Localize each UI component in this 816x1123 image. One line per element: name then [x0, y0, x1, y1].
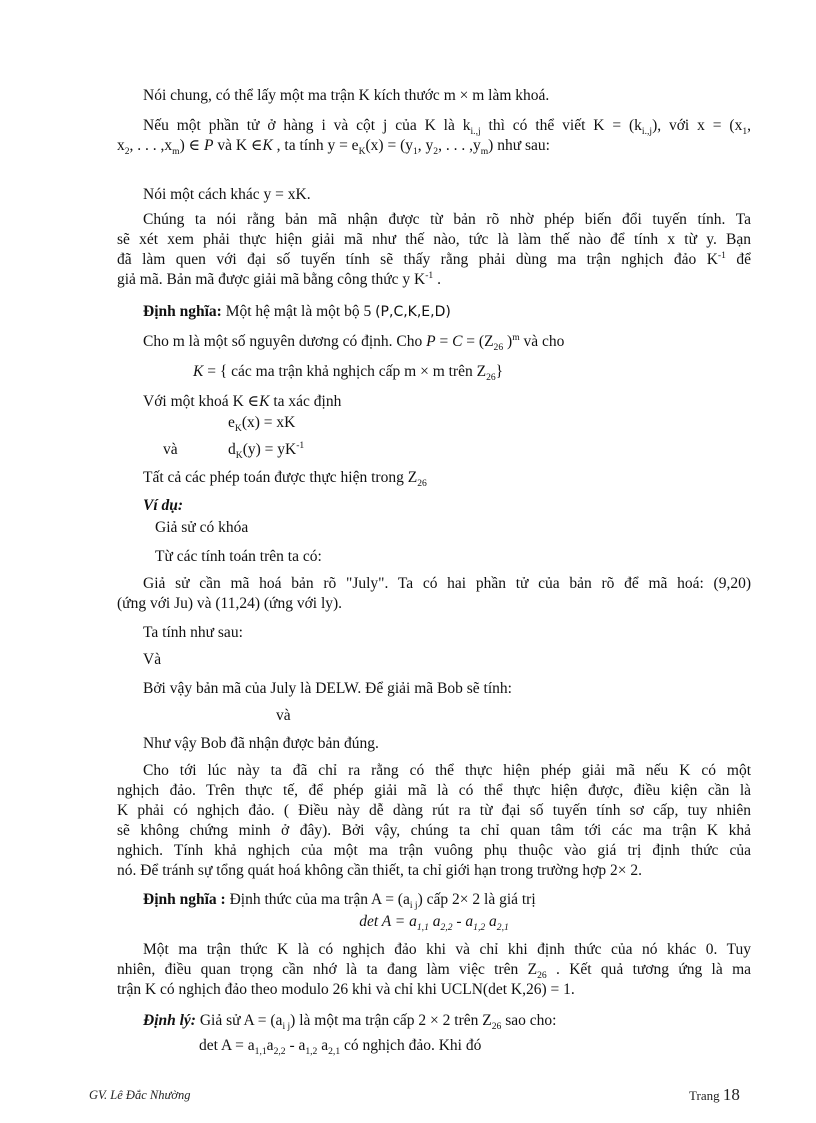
subscript: 2 — [124, 146, 130, 158]
italic-text: K — [262, 137, 273, 154]
subscript: 26 — [486, 372, 496, 384]
subscript: 1 — [742, 126, 748, 138]
subscript: 26 — [491, 1021, 502, 1033]
paragraph-linear-line1: Chúng ta nói rằng bản mã nhận được từ bản rõ nhờ phép biến đổi tuyến tính. Ta — [143, 211, 751, 228]
footer-author: GV. Lê Đắc Nhường — [89, 1088, 191, 1102]
text: det A = a — [199, 1037, 255, 1054]
example-and-line: Và — [143, 651, 162, 668]
tuple-text: (P,C,K,E,D) — [375, 304, 451, 320]
text: nhiên, điều quan trọng cần nhớ là ta đang làm việc trên Z — [117, 961, 538, 978]
subscript: 1,1 — [254, 1046, 267, 1058]
text: ) như sau: — [488, 137, 550, 154]
definition-label: Định nghĩa : — [143, 891, 226, 908]
document-page — [117, 0, 751, 1123]
text: , y — [417, 137, 434, 154]
subscript: K — [235, 450, 243, 462]
subscript: m — [172, 146, 180, 158]
text: ) ∈ — [179, 137, 205, 154]
text: = — [435, 333, 453, 350]
subscript: 2,1 — [328, 1046, 341, 1058]
paragraph-det-line1: Một ma trận thức K là có nghịch đảo khi và chỉ khi định thức của nó khác 0. Tuy — [143, 941, 751, 958]
text: Với một khoá K ∈ — [143, 393, 260, 410]
text: Giả sử A = (a — [195, 1012, 283, 1029]
footer-page-number — [689, 1084, 740, 1105]
subscript: 2 — [433, 146, 439, 158]
paragraph-key-matrix: Nói chung, có thể lấy một ma trận K kích thước m × m làm khoá. — [143, 87, 550, 104]
definition-determinant — [143, 890, 751, 912]
subscript: K — [234, 423, 242, 435]
paragraph-det-line3: trận K có nghịch đảo theo modulo 26 khi và chỉ khi UCLN(det K,26) = 1. — [117, 981, 575, 998]
example-heading: Ví dụ: — [143, 497, 184, 514]
text: Nếu một phần tử ở hàng i và cột j của K là k — [143, 117, 471, 134]
subscript: 2,1 — [496, 922, 509, 934]
text: , — [747, 117, 751, 134]
subscript: i.,j — [470, 126, 481, 138]
superscript: m — [512, 331, 520, 343]
theorem-determinant — [199, 1036, 751, 1058]
text: ) cấp 2× 2 là giá trị — [417, 891, 536, 908]
text: ta xác định — [269, 393, 342, 410]
text: đã làm quen với đại số tuyến tính sẽ thấy rằng phải dùng ma trận nghịch đảo K — [117, 251, 718, 268]
italic-text: P — [204, 137, 214, 154]
paragraph-inverse-line3: K phải có nghịch đảo. ( Điều này dễ dàng rút ra từ đại số tuyến tính sơ cấp, tuy nhiên — [117, 802, 751, 819]
paragraph-inverse-line4: sẽ không chứng minh ở đây). Bởi vậy, chúng ta chỉ quan tâm tới các ma trận K khả — [117, 822, 751, 839]
superscript: -1 — [296, 439, 305, 451]
superscript: -1 — [425, 269, 434, 281]
paragraph-det-line2 — [117, 960, 752, 982]
example-and-line-2: và — [276, 707, 291, 724]
text: Cho m là một số nguyên dương có định. Cho — [143, 333, 427, 350]
paragraph-linear-line4 — [117, 270, 751, 289]
text: a — [485, 913, 497, 930]
text: giả mã. Bản mã được giải mã bằng công thức y K — [117, 271, 426, 288]
text: - a — [285, 1037, 306, 1054]
subscript: 2,2 — [440, 922, 453, 934]
subscript: 26 — [493, 342, 504, 354]
text: x — [117, 137, 125, 154]
subscript: 2,2 — [273, 1046, 286, 1058]
text: a — [317, 1037, 329, 1054]
text: d — [228, 441, 236, 458]
subscript: m — [480, 146, 489, 158]
text: e — [228, 414, 235, 431]
theorem-label: Định lý: — [143, 1012, 196, 1029]
subscript: 26 — [537, 970, 547, 982]
line-all-operations — [143, 468, 751, 490]
text: - a — [452, 913, 474, 930]
line-m-integer — [143, 331, 751, 354]
text: , . . . ,x — [129, 137, 173, 154]
subscript: 1,2 — [305, 1046, 318, 1058]
paragraph-encryption-def-line2 — [117, 136, 751, 158]
italic-text: K — [193, 363, 204, 380]
subscript: 1 — [412, 146, 418, 158]
definition-label: Định nghĩa: — [143, 303, 222, 320]
italic-text: C — [452, 333, 463, 350]
text: sao cho: — [501, 1012, 557, 1029]
superscript: -1 — [717, 249, 726, 261]
paragraph-y-equals-xk: Nói một cách khác y = xK. — [143, 186, 311, 203]
theorem-statement — [143, 1011, 751, 1033]
text: Định thức của ma trận A = (a — [225, 891, 410, 908]
example-key-line: Giả sử có khóa — [155, 519, 249, 536]
text: } — [495, 363, 504, 380]
paragraph-linear-line3 — [117, 250, 751, 269]
page-label: Trang — [689, 1088, 723, 1103]
text: det A = a — [359, 913, 417, 930]
paragraph-inverse-line1: Cho tới lúc này ta đã chỉ ra rằng có thể thực hiện phép giải mã nếu K có một — [143, 762, 751, 779]
subscript: K — [358, 146, 366, 158]
text: a — [428, 913, 441, 930]
subscript: i j — [409, 900, 418, 912]
example-plaintext-line2: (ứng với Ju) và (11,24) (ứng với ly). — [117, 595, 343, 612]
text: . — [433, 271, 441, 288]
text: Tất cả các phép toán được thực hiện trong Z — [143, 469, 418, 486]
paragraph-inverse-line6: nó. Để tránh sự tổng quát hoá không cần thiết, ta chỉ giới hạn trong trường hợp 2× 2. — [117, 862, 642, 879]
subscript: i j — [282, 1021, 291, 1033]
text: a — [266, 1037, 274, 1054]
subscript: 26 — [417, 478, 427, 490]
subscript: 1,2 — [473, 922, 486, 934]
text: để — [725, 251, 751, 268]
italic-text: K — [259, 393, 270, 410]
text: , ta tính y = e — [272, 137, 359, 154]
paragraph-inverse-line2: nghịch đảo. Trên thực tế, để phép giải mã là có thể thực hiện được, điều kiện cần là — [117, 782, 751, 799]
subscript: 1,1 — [416, 922, 429, 934]
text: = { các ma trận khả nghịch cấp m × m trên Z — [203, 363, 487, 380]
text: ) là một ma trận cấp 2 × 2 trên Z — [290, 1012, 492, 1029]
italic-text: P — [426, 333, 436, 350]
text: ), với x = (x — [652, 117, 743, 134]
determinant-formula — [117, 912, 751, 934]
text: (y) = yK — [242, 441, 297, 458]
example-ciphertext-line: Bởi vậy bản mã của July là DELW. Để giải mã Bob sẽ tính: — [143, 680, 512, 697]
text: (x) = (y — [365, 137, 413, 154]
paragraph-encryption-def-line1 — [143, 116, 751, 138]
definition-cryptosystem — [143, 302, 751, 322]
text: = (Z — [462, 333, 494, 350]
example-correct-line: Như vậy Bob đã nhận được bản đúng. — [143, 735, 379, 752]
text: , . . . ,y — [438, 137, 481, 154]
example-plaintext-line1: Giả sử cần mã hoá bản rõ "July". Ta có hai phần tử của bản rõ để mã hoá: (9,20) — [143, 575, 751, 592]
text: và K ∈ — [213, 137, 263, 154]
text: và — [163, 441, 178, 458]
line-key-definition — [143, 392, 751, 411]
text: . Kết quả tương ứng là ma — [546, 961, 752, 978]
text: và cho — [519, 333, 565, 350]
decryption-formula — [228, 439, 305, 462]
set-k-definition — [193, 362, 751, 384]
text: (x) = xK — [241, 414, 296, 431]
subscript: i.,j — [641, 126, 653, 138]
encryption-rule — [228, 413, 751, 435]
paragraph-inverse-line5: nghich. Tính khả nghịch của một ma trận vuông phụ thuộc vào giá trị định thức của — [117, 842, 751, 859]
decryption-rule — [163, 439, 751, 462]
text: ) — [503, 333, 513, 350]
text: thì có thể viết K = (k — [480, 117, 642, 134]
text: Một hệ mật là một bộ 5 — [221, 303, 376, 320]
text: có nghịch đảo. Khi đó — [340, 1037, 482, 1054]
paragraph-linear-line2: sẽ xét xem phải thực hiện giải mã như thế nào, tức là làm thế nào để tính x từ y. Bạn — [117, 231, 751, 248]
page-number: 18 — [722, 1085, 740, 1104]
example-computations-line: Từ các tính toán trên ta có: — [155, 548, 322, 565]
example-compute-line: Ta tính như sau: — [143, 624, 243, 641]
